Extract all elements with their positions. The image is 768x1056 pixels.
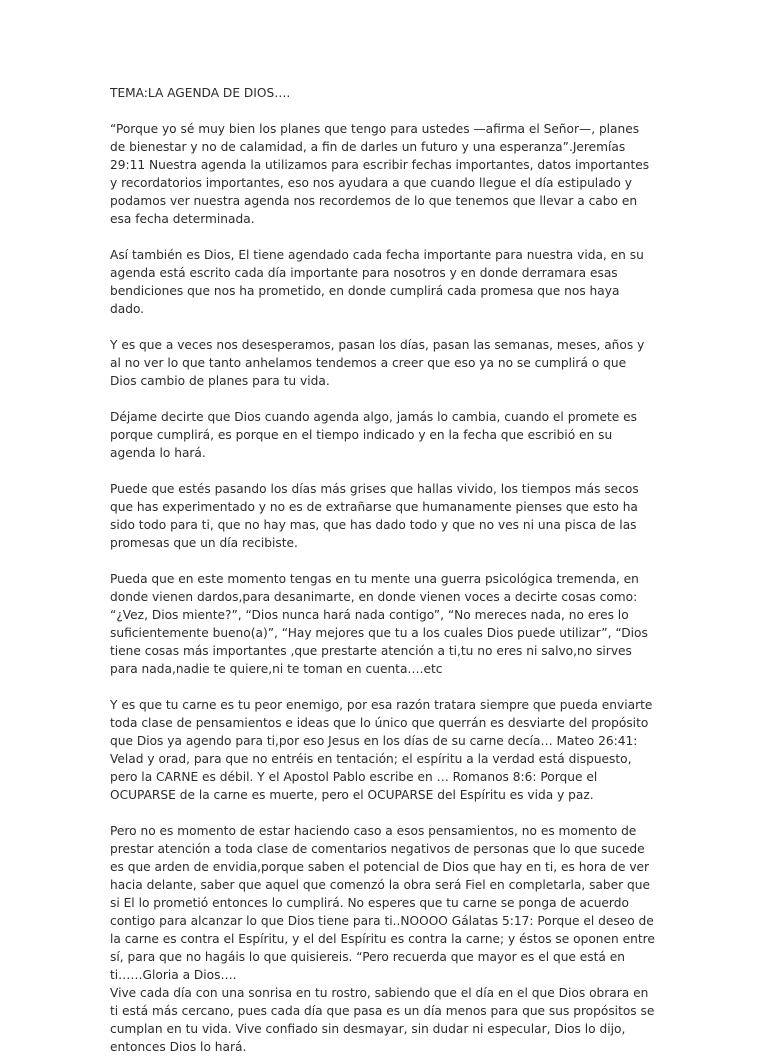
- paragraph-1: “Porque yo sé muy bien los planes que tengo para ustedes —afirma el Señor—, planes de bienestar y no de calamidad, a fin de darles un futuro y una esperanza”.Jeremías 29:11 Nuestra agenda la utilizamos para escribir fechas importantes, datos importantes y recordatorios importantes, eso nos ayudara a que cuando llegue el día estipulado y podamos ver nuestra agenda nos recordemos de lo que tenemos que llevar a cabo en esa fecha determinada.: [110, 122, 650, 226]
- paragraph-9: Vive cada día con una sonrisa en tu rostro, sabiendo que el día en el que Dios obrara en ti está más cercano, pues cada día que pasa es un día menos para que sus propósitos se cumplan en tu vida. Vive confiado sin desmayar, sin dudar ni especular, Dios lo dijo, entonces Dios lo hará.: [110, 986, 655, 1054]
- paragraph-8: Pero no es momento de estar haciendo caso a esos pensamientos, no es momento de prestar atención a toda clase de comentarios negativos de personas que lo que sucede es que arden de envidia,porque saben el potencial de Dios que hay en ti, es hora de ver hacia delante, saber que aquel que comenzó la obra será Fiel en completarla, saber que si El lo prometió entonces lo cumplirá. No esperes que tu carne se ponga de acuerdo contigo para alcanzar lo que Dios tiene para ti..NOOOO Gálatas 5:17: Porque el deseo de la carne es contra el Espíritu, y el del Espíritu es contra la carne; y éstos se oponen entre sí, para que no hagáis lo que quisiereis. “Pero recuerda que mayor es el que está en ti……Gloria a Dios….: [110, 824, 655, 982]
- paragraph-2: Así también es Dios, El tiene agendado cada fecha importante para nuestra vida, en su agenda está escrito cada día importante para nosotros y en donde derramara esas bendiciones que nos ha prometido, en donde cumplirá cada promesa que nos haya dado.: [110, 248, 644, 316]
- paragraph-7: Y es que tu carne es tu peor enemigo, por esa razón tratara siempre que pueda enviarte toda clase de pensamientos e ideas que lo único que querrán es desviarte del propósito que Dios ya agendo para ti,por eso Jesus en los días de su carne decía… Mateo 26:41: Velad y orad, para que no entréis en tentación; el espíritu a la verdad está dispuesto, pero la CARNE es débil. Y el Apostol Pablo escribe en … Romanos 8:6: Porque el OCUPARSE de la carne es muerte, pero el OCUPARSE del Espíritu es vida y paz.: [110, 698, 653, 802]
- paragraph-5: Puede que estés pasando los días más grises que hallas vivido, los tiempos más secos que has experimentado y no es de extrañarse que humanamente pienses que esto ha sido todo para ti, que no hay mas, que has dado todo y que no ves ni una pisca de las promesas que un día recibiste.: [110, 482, 639, 550]
- paragraph-6: Pueda que en este momento tengas en tu mente una guerra psicológica tremenda, en donde vienen dardos,para desanimarte, en donde vienen voces a decirte cosas como: “¿Vez, Dios miente?”, “Dios nunca hará nada contigo”, “No mereces nada, no eres lo suficientemente bueno(a)”, “Hay mejores que tu a los cuales Dios puede utilizar”, “Dios tiene cosas más importantes ,que prestarte atención a ti,tu no eres ni salvo,no sirves para nada,nadie te quiere,ni te toman en cuenta….etc: [110, 572, 648, 676]
- paragraph-3: Y es que a veces nos desesperamos, pasan los días, pasan las semanas, meses, años y al no ver lo que tanto anhelamos tendemos a creer que eso ya no se cumplirá o que Dios cambio de planes para tu vida.: [110, 338, 645, 388]
- document-title: TEMA:LA AGENDA DE DIOS….: [110, 86, 291, 100]
- paragraph-4: Déjame decirte que Dios cuando agenda algo, jamás lo cambia, cuando el promete es porque cumplirá, es porque en el tiempo indicado y en la fecha que escribió en su agenda lo hará.: [110, 410, 637, 460]
